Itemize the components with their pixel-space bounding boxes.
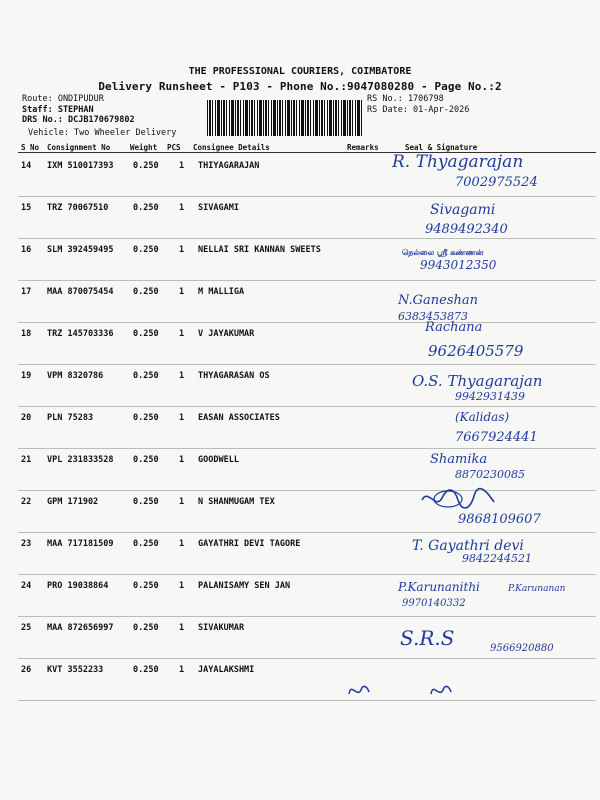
table-row: 14 IXM 510017393 0.250 1 THIYAGARAJAN bbox=[18, 154, 596, 197]
barcode bbox=[207, 100, 363, 136]
col-seal: Seal & Signature bbox=[405, 143, 478, 152]
col-pcs: PCS bbox=[167, 143, 181, 152]
signature-phone: 9566920880 bbox=[490, 643, 554, 654]
col-weight: Weight bbox=[130, 143, 158, 152]
signature-phone: 9489492340 bbox=[425, 222, 508, 237]
signature-phone: 9943012350 bbox=[420, 258, 497, 272]
table-row: 24 PRO 19038864 0.250 1 PALANISAMY SEN JAN bbox=[18, 574, 596, 617]
initials-mark-icon bbox=[345, 678, 505, 704]
table-row: 23 MAA 717181509 0.250 1 GAYATHRI DEVI TAGORE bbox=[18, 532, 596, 575]
signature: (Kalidas) bbox=[455, 410, 510, 424]
signature: Shamika bbox=[430, 452, 488, 467]
signature-phone: 7667924441 bbox=[455, 430, 538, 445]
table-row: 17 MAA 870075454 0.250 1 M MALLIGA bbox=[18, 280, 596, 323]
signature: Rachana bbox=[425, 320, 483, 335]
vehicle: Vehicle: Two Wheeler Delivery bbox=[28, 128, 177, 138]
table-row: 21 VPL 231833528 0.250 1 GOODWELL bbox=[18, 448, 596, 491]
signature-phone: 9868109607 bbox=[458, 512, 541, 527]
signature-phone: 9842244521 bbox=[462, 552, 532, 565]
rs-date: RS Date: 01-Apr-2026 bbox=[367, 104, 470, 115]
col-consignee: Consignee Details bbox=[193, 143, 270, 152]
col-sno: S No bbox=[21, 143, 40, 152]
col-remarks: Remarks bbox=[347, 143, 379, 152]
signature-phone: 6383453873 bbox=[398, 310, 468, 323]
table-row: 19 VPM 8320786 0.250 1 THYAGARASAN OS bbox=[18, 364, 596, 407]
rs-number: RS No.: 1706798 bbox=[367, 94, 444, 104]
col-consignment: Consignment No bbox=[47, 143, 111, 152]
signature: P.Karunanithi bbox=[398, 580, 480, 594]
shop-stamp: நெல்லை ஸ்ரீ கண்ணன் bbox=[402, 248, 484, 257]
runsheet-subtitle: Delivery Runsheet - P103 - Phone No.:9047080280 - Page No.:2 bbox=[98, 80, 502, 93]
drs-number: DRS No.: DCJB170679802 bbox=[22, 115, 135, 125]
signature: O.S. Thyagarajan bbox=[412, 372, 543, 390]
signature: N.Ganeshan bbox=[398, 293, 479, 308]
signature: T. Gayathri devi bbox=[412, 538, 524, 554]
signature-phone: 9942931439 bbox=[455, 390, 525, 403]
signature: S.R.S bbox=[400, 626, 455, 650]
table-row: 20 PLN 75283 0.250 1 EASAN ASSOCIATES bbox=[18, 406, 596, 449]
scribble-signature-icon bbox=[418, 486, 498, 512]
signature-second: P.Karunanan bbox=[508, 584, 566, 594]
rs-info bbox=[367, 94, 469, 115]
table-row: 18 TRZ 145703336 0.250 1 V JAYAKUMAR bbox=[18, 322, 596, 365]
signature-phone: 7002975524 bbox=[455, 175, 538, 190]
table-row: 16 SLM 392459495 0.250 1 NELLAI SRI KANNAN SWEETS bbox=[18, 238, 596, 281]
signature-phone: 8870230085 bbox=[455, 468, 525, 481]
table-row: 25 MAA 872656997 0.250 1 SIVAKUMAR bbox=[18, 616, 596, 659]
staff: Staff: STEPHAN bbox=[22, 104, 94, 115]
route-info bbox=[22, 94, 135, 126]
signature-phone: 9970140332 bbox=[402, 598, 466, 609]
signature-phone: 9626405579 bbox=[428, 342, 524, 360]
signature: R. Thyagarajan bbox=[392, 152, 524, 172]
route: Route: ONDIPUDUR bbox=[22, 94, 104, 104]
table-row: 15 TRZ 70067510 0.250 1 SIVAGAMI bbox=[18, 196, 596, 239]
signature: Sivagami bbox=[430, 202, 496, 218]
table-row: 22 GPM 171902 0.250 1 N SHANMUGAM TEX bbox=[18, 490, 596, 533]
table-row: 26 KVT 3552233 0.250 1 JAYALAKSHMI bbox=[18, 658, 596, 701]
company-title: THE PROFESSIONAL COURIERS, COIMBATORE bbox=[188, 66, 412, 77]
